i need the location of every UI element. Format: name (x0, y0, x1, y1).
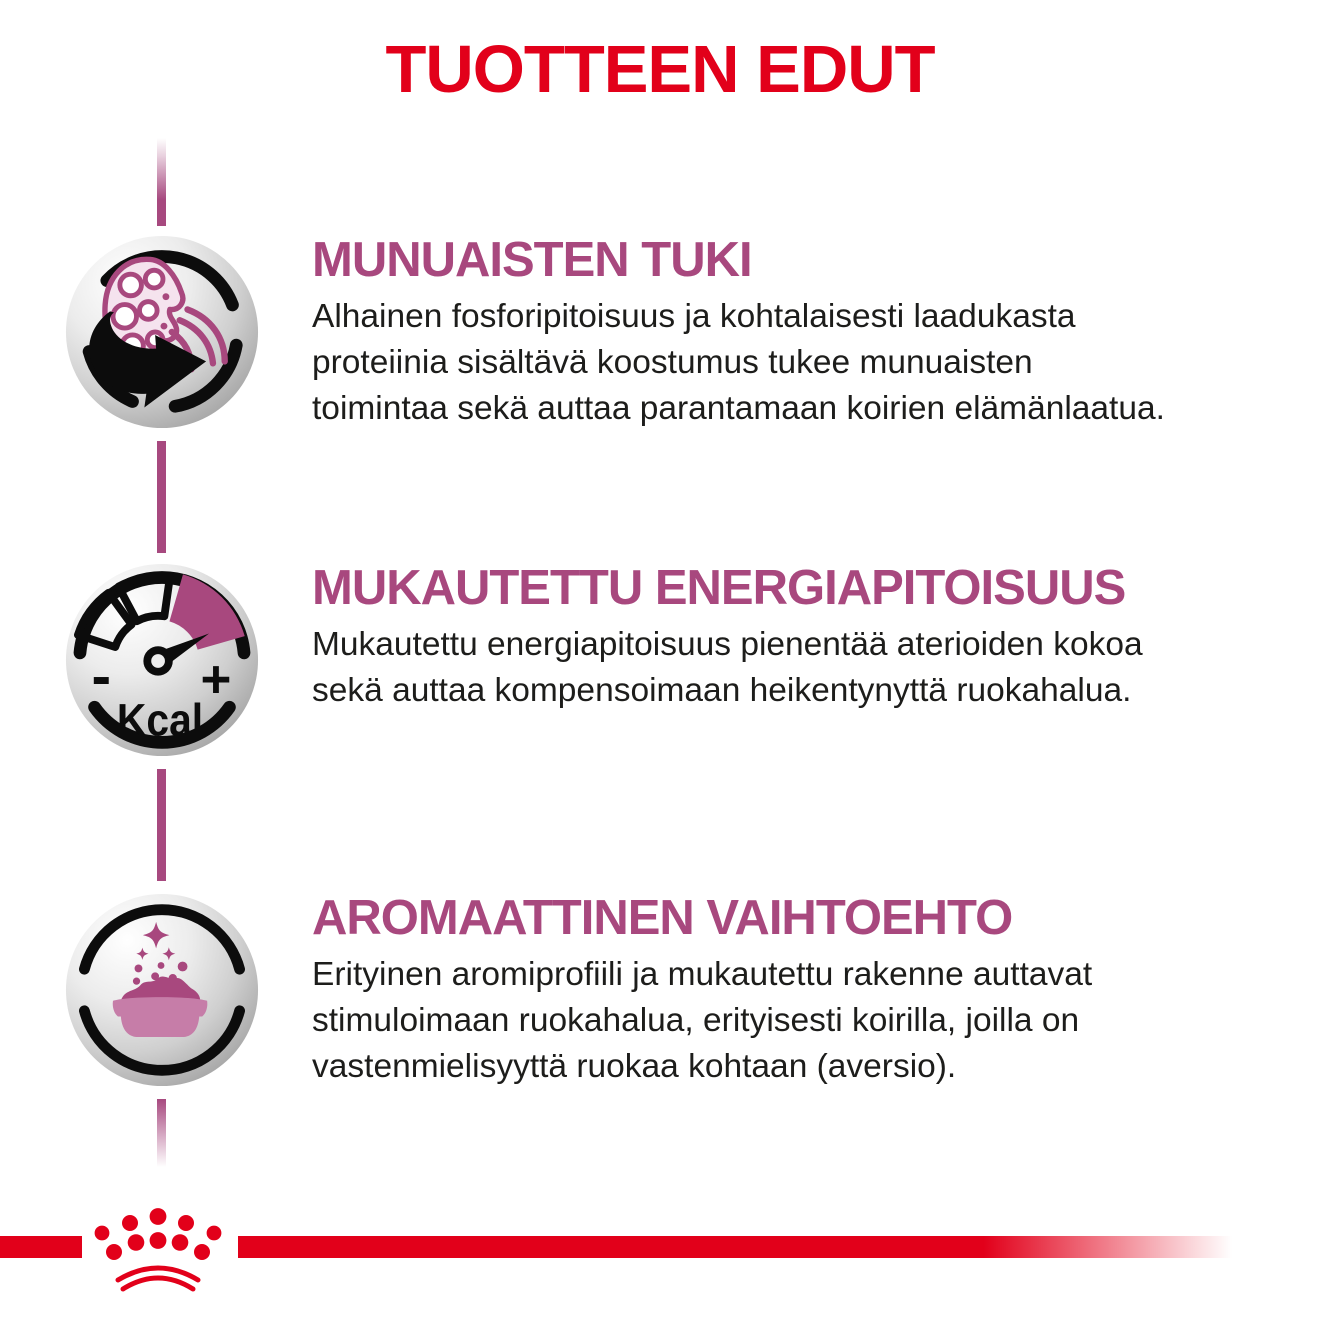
gauge-kcal-label: Kcal (116, 694, 204, 746)
section-kidney-support (312, 234, 1302, 432)
body-line: Alhainen fosforipitoisuus ja kohtalaisesti laadukasta (312, 298, 1076, 335)
body-line: vastenmielisyyttä ruokaa kohtaan (aversio). (312, 1048, 957, 1085)
body-line: stimuloimaan ruokahalua, erityisesti koirilla, joilla on (312, 1002, 1080, 1039)
section-body (312, 294, 1302, 432)
body-line: Mukautettu energiapitoisuus pienentää aterioiden kokoa (312, 626, 1143, 663)
kidney-support-icon (64, 234, 260, 430)
footer-red-bar (238, 1236, 1232, 1258)
timeline-rail-segment (157, 769, 166, 881)
royal-canin-crown-logo (84, 1205, 224, 1300)
body-line: sekä auttaa kompensoimaan heikentynyttä ruokahalua. (312, 672, 1132, 709)
timeline-rail-segment (157, 441, 166, 553)
timeline-rail-segment (157, 138, 166, 226)
kcal-gauge-icon (64, 562, 260, 758)
section-body (312, 952, 1302, 1090)
aroma-bowl-icon (64, 892, 260, 1088)
section-adapted-energy (312, 562, 1302, 714)
gauge-plus-label: + (200, 650, 232, 710)
body-line: Erityinen aromiprofiili ja mukautettu rakenne auttavat (312, 956, 1093, 993)
page-title: TUOTTEEN EDUT (385, 32, 935, 107)
footer-red-bar (0, 1236, 82, 1258)
gauge-minus-label: - (91, 643, 112, 709)
section-heading: MUNUAISTEN TUKI (312, 233, 752, 287)
section-heading: AROMAATTINEN VAIHTOEHTO (312, 891, 1013, 945)
body-line: toimintaa sekä auttaa parantamaan koirien elämänlaatua. (312, 390, 1165, 427)
section-heading: MUKAUTETTU ENERGIAPITOISUUS (312, 561, 1126, 615)
timeline-rail-segment (157, 1099, 166, 1167)
section-body (312, 622, 1302, 714)
section-aromatic-alternative (312, 892, 1302, 1090)
body-line: proteiinia sisältävä koostumus tukee munuaisten (312, 344, 1033, 381)
